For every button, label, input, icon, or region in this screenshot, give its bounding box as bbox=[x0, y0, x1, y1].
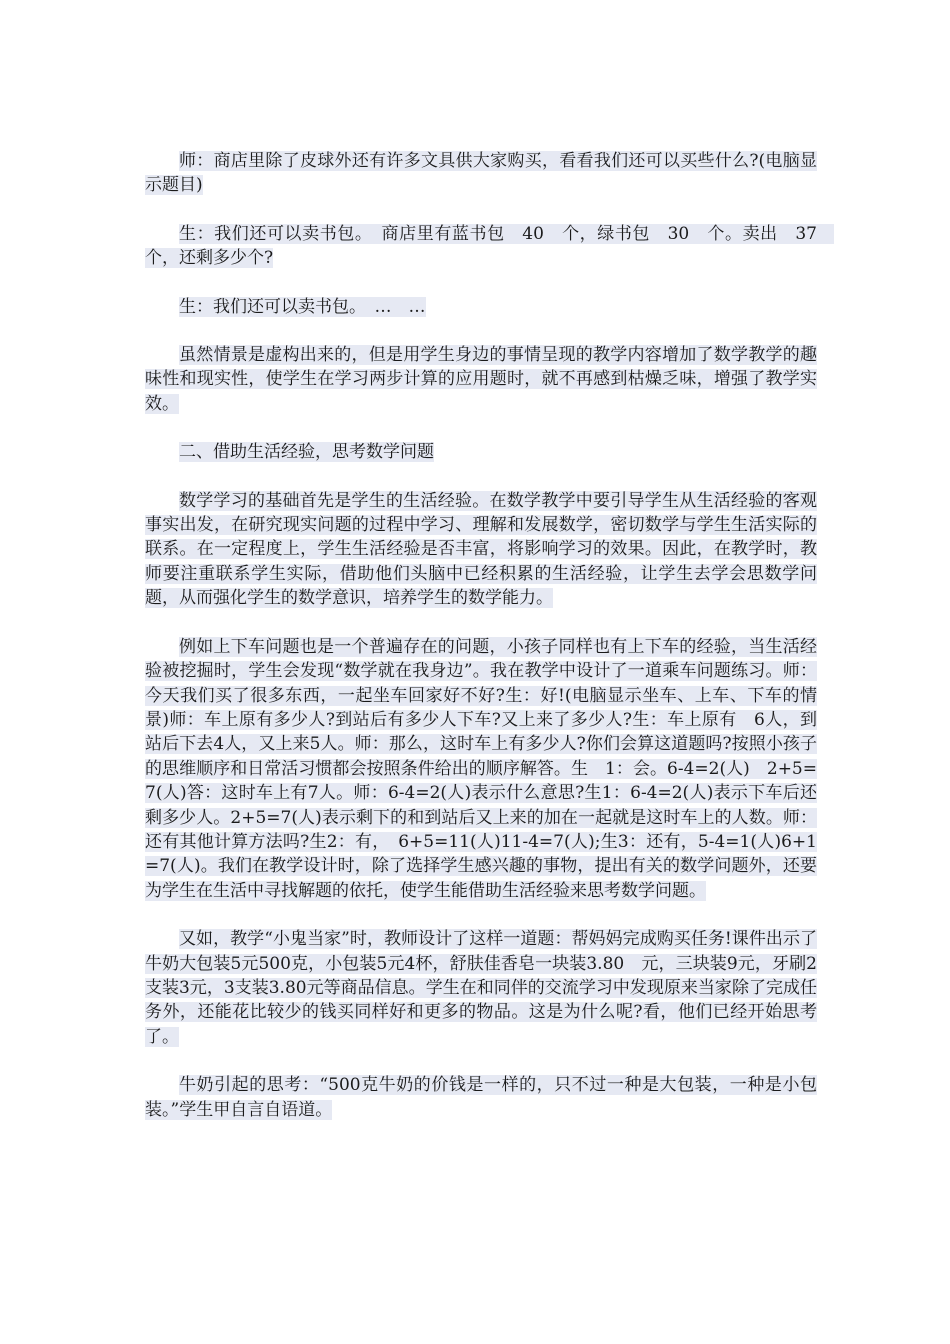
paragraph-shopping-example bbox=[145, 927, 817, 1049]
paragraph-teacher-question bbox=[145, 149, 817, 198]
paragraph-student-answer-bags bbox=[145, 222, 834, 271]
paragraph-text: 牛奶引起的思考：“500克牛奶的价钱是一样的，只不过一种是大包装，一种是小包装。”学生甲自言自语道。 bbox=[145, 1075, 817, 1120]
section-heading bbox=[145, 440, 817, 464]
paragraph-text: 师：商店里除了皮球外还有许多文具供大家购买，看看我们还可以买些什么?(电脑显示题目) bbox=[145, 151, 817, 196]
paragraph-text: 生：我们还可以卖书包。 商店里有蓝书包 40 个，绿书包 30 个。卖出 37 个，还剩多少个? bbox=[145, 223, 834, 269]
paragraph-life-experience bbox=[145, 489, 817, 611]
heading-text: 二、借助生活经验，思考数学问题 bbox=[179, 442, 434, 463]
paragraph-text: 又如，教学“小鬼当家”时，教师设计了这样一道题：帮妈妈完成购买任务!课件出示了牛奶大包装5元500克，小包装5元4杯，舒肤佳香皂一块装3.80 元，三块装9元，牙刷2支装3元，3支装3.80元等商品信息。学生在和同伴的交流学习中发现原来当家除了完成任务外，还能花比较少的钱买同样好和更多的物品。这是为什么呢?看，他们已经开始思考了。 bbox=[145, 929, 817, 1047]
document-body bbox=[145, 149, 834, 1146]
paragraph-student-answer-short bbox=[145, 295, 817, 319]
paragraph-text: 虽然情景是虚构出来的，但是用学生身边的事情呈现的教学内容增加了数学教学的趣味性和现实性，使学生在学习两步计算的应用题时，就不再感到枯燥乏味，增强了教学实效。 bbox=[145, 345, 817, 414]
paragraph-text: 生：我们还可以卖书包。 … … bbox=[179, 296, 426, 317]
paragraph-text: 例如上下车问题也是一个普遍存在的问题，小孩子同样也有上下车的经验，当生活经验被挖掘时，学生会发现“数学就在我身边”。我在教学中设计了一道乘车问题练习。师：今天我们买了很多东西，一起坐车回家好不好?生：好!(电脑显示坐车、上车、下车的情景)师：车上原有多少人?到站后有多少人下车?又上来了多少人?生：车上原有 6人，到站后下去4人，又上来5人。师：那么，这时车上有多少人?你们会算这道题吗?按照小孩子的思维顺序和日常活习惯都会按照条件给出的顺序解答。生 1：会。6-4=2(人) 2+5=7(人)答：这时车上有7人。师：6-4=2(人)表示什么意思?生1：6-4=2(人)表示下车后还剩多少人。2+5=7(人)表示剩下的和到站后又上来的加在一起就是这时车上的人数。师：还有其他计算方法吗?生2：有， 6+5=11(人)11-4=7(人);生3：还有，5-4=1(人)6+1=7(人)。我们在教学设计时，除了选择学生感兴趣的事物，提出有关的数学问题外，还要为学生在生活中寻找解题的依托，使学生能借助生活经验来思考数学问题。 bbox=[145, 636, 817, 901]
paragraph-text: 数学学习的基础首先是学生的生活经验。在数学教学中要引导学生从生活经验的客观事实出发，在研究现实问题的过程中学习、理解和发展数学，密切数学与学生生活实际的联系。在一定程度上，学生生活经验是否丰富，将影响学习的效果。因此，在教学时，教师要注重联系学生实际，借助他们头脑中已经积累的生活经验，让学生去学会思数学问题，从而强化学生的数学意识，培养学生的数学能力。 bbox=[145, 490, 817, 609]
paragraph-bus-example bbox=[145, 635, 817, 903]
paragraph-milk-thinking bbox=[145, 1073, 817, 1122]
paragraph-scenario-comment bbox=[145, 343, 817, 416]
